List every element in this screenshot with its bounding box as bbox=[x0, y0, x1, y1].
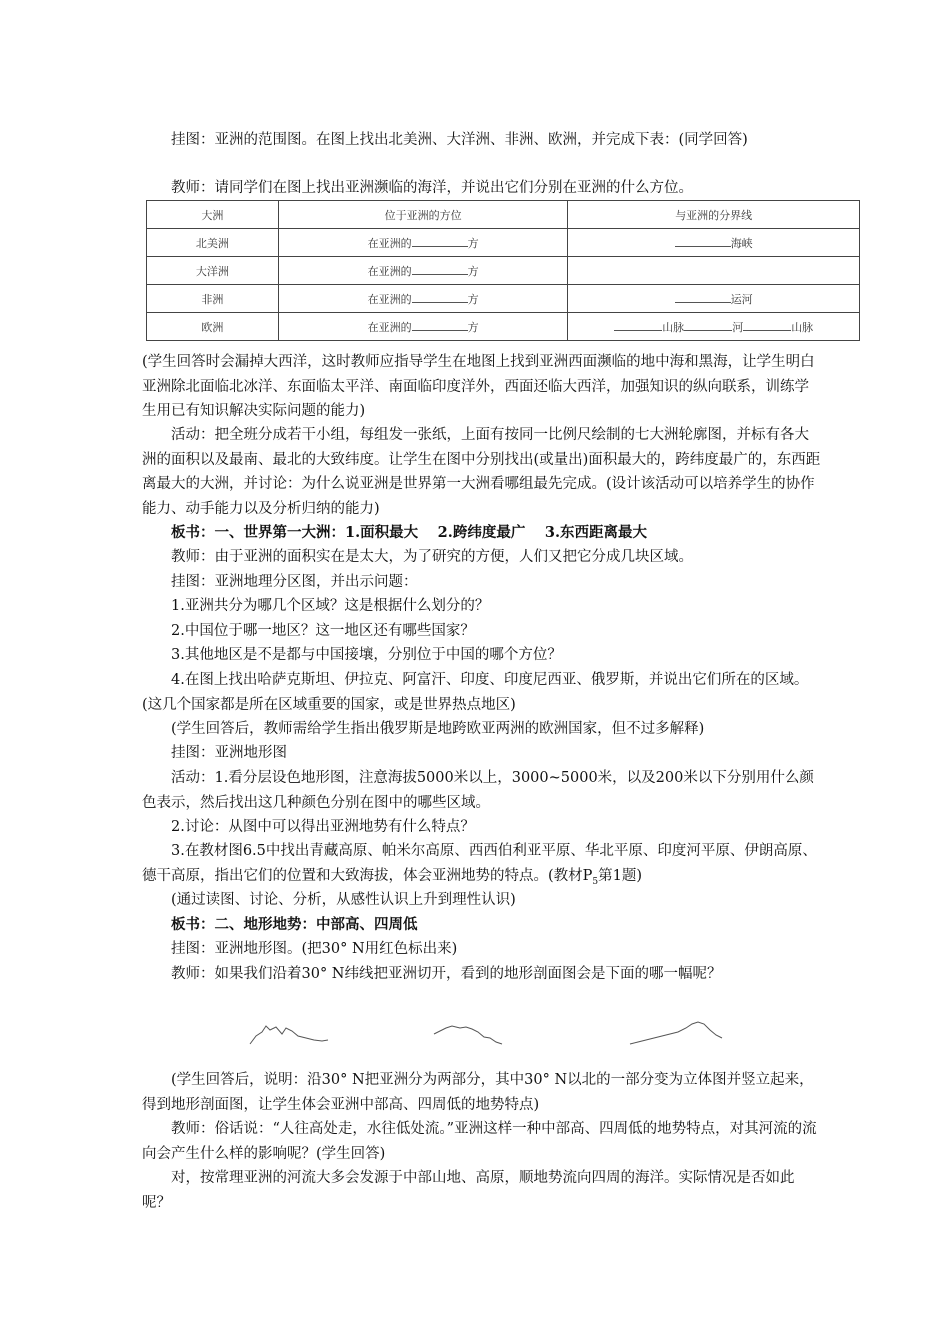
table-header: 大洲 bbox=[147, 201, 279, 229]
paragraph-teacher-oceans: 教师：请同学们在图上找出亚洲濒临的海洋，并说出它们分别在亚洲的什么方位。 bbox=[171, 180, 693, 196]
paragraph-student-answer: (学生回答时会漏掉大西洋，这时教师应指导学生在地图上找到亚洲西面濒临的地中海和黑海，让学生明白亚洲除北面临北冰洋、东面临太平洋、南面临印度洋外，西面还临大西洋，加强知识的纵向联系，训练学生用已有知识解决实际问题的能力) bbox=[142, 354, 815, 419]
table-header: 与亚洲的分界线 bbox=[568, 201, 860, 229]
continent-cell: 大洋洲 bbox=[147, 257, 279, 285]
blank-line bbox=[412, 264, 468, 275]
position-cell: 在亚洲的 方 bbox=[278, 313, 568, 341]
terrain-profile-a bbox=[248, 1018, 330, 1048]
terrain-profile-b bbox=[432, 1018, 504, 1048]
blank-line bbox=[743, 320, 791, 331]
blank-line bbox=[412, 320, 468, 331]
paragraph-russia-note: (学生回答后，教师需给学生指出俄罗斯是地跨欧亚两洲的欧洲国家，但不过多解释) bbox=[171, 721, 705, 737]
paragraph-discussion: 2.讨论：从图中可以得出亚洲地势有什么特点？ bbox=[171, 819, 475, 835]
border-cell: 运河 bbox=[568, 285, 860, 313]
question-1: 1.亚洲共分为哪几个区域？这是根据什么划分的？ bbox=[171, 598, 490, 614]
table-row bbox=[147, 313, 860, 341]
border-cell: 山脉 河 山脉 bbox=[568, 313, 860, 341]
paragraph-rivers: 对，按常理亚洲的河流大多会发源于中部山地、高原，顺地势流向四周的海洋。实际情况是否如此呢？ bbox=[142, 1170, 795, 1211]
position-cell: 在亚洲的 方 bbox=[278, 257, 568, 285]
paragraph-activity-colors: 活动：1.看分层设色地形图，注意海拔5000米以上，3000~5000米，以及200米以下分别用什么颜色表示，然后找出这几种颜色分别在图中的哪些区域。 bbox=[142, 770, 814, 811]
border-cell bbox=[568, 257, 860, 285]
table-row bbox=[147, 229, 860, 257]
blank-line bbox=[412, 292, 468, 303]
table-row bbox=[147, 257, 860, 285]
paragraph-teacher-profile: 教师：如果我们沿着30° N纬线把亚洲切开，看到的地形剖面图会是下面的哪一幅呢？ bbox=[171, 966, 722, 982]
paragraph-board-1: 板书：一、世界第一大洲：1.面积最大 2.跨纬度最广 3.东西距离最大 bbox=[171, 524, 648, 541]
paragraph-activity-groups: 活动：把全班分成若干小组，每组发一张纸，上面有按同一比例尺绘制的七大洲轮廓图，并标有各大洲的面积以及最南、最北的大致纬度。让学生在图中分别找出(或量出)面积最大的，跨纬度最广的，东西距离最大的大洲，并讨论：为什么说亚洲是世界第一大洲看哪组最先完成。(设计该活动可以培养学生的协作能力、动手能力以及分析归纳的能力) bbox=[142, 427, 821, 517]
position-cell: 在亚洲的 方 bbox=[278, 229, 568, 257]
border-cell: 海峡 bbox=[568, 229, 860, 257]
blank-line bbox=[614, 320, 662, 331]
continent-cell: 非洲 bbox=[147, 285, 279, 313]
paragraph-hanging-map: 挂图：亚洲的范围图。在图上找出北美洲、大洋洲、非洲、欧洲，并完成下表：(同学回答) bbox=[171, 132, 748, 148]
paragraph-profile-explain: (学生回答后，说明：沿30° N把亚洲分为两部分，其中30° N以北的一部分变为立体图并竖立起来，得到地形剖面图，让学生体会亚洲中部高、四周低的地势特点) bbox=[142, 1072, 814, 1113]
question-3: 3.其他地区是不是都与中国接壤，分别位于中国的哪个方位？ bbox=[171, 647, 562, 663]
continents-table bbox=[146, 200, 860, 341]
paragraph-teacher-regions: 教师：由于亚洲的面积实在是太大，为了研究的方便，人们又把它分成几块区域。 bbox=[171, 549, 693, 565]
paragraph-board-2: 板书：二、地形地势：中部高、四周低 bbox=[171, 916, 418, 933]
continent-cell: 北美洲 bbox=[147, 229, 279, 257]
table-header: 位于亚洲的方位 bbox=[278, 201, 568, 229]
paragraph-find-plateaus: 3.在教材图6.5中找出青藏高原、帕米尔高原、西西伯利亚平原、华北平原、印度河平原、伊朗高原、德干高原，指出它们的位置和大致海拔，体会亚洲地势的特点。(教材$P_5$第1题) bbox=[142, 843, 817, 887]
paragraph-hanging-30n: 挂图：亚洲地形图。(把30° N用红色标出来) bbox=[171, 941, 458, 957]
position-cell: 在亚洲的 方 bbox=[278, 285, 568, 313]
question-4: 4.在图上找出哈萨克斯坦、伊拉克、阿富汗、印度、印度尼西亚、俄罗斯，并说出它们所在的区域。(这几个国家都是所在区域重要的国家，或是世界热点地区) bbox=[142, 672, 809, 713]
table-row bbox=[147, 285, 860, 313]
paragraph-terrain-map: 挂图：亚洲地形图 bbox=[171, 745, 287, 761]
paragraph-hanging-regions: 挂图：亚洲地理分区图，并出示问题： bbox=[171, 574, 418, 590]
question-2: 2.中国位于哪一地区？这一地区还有哪些国家？ bbox=[171, 623, 475, 639]
table-header-row bbox=[147, 201, 860, 229]
blank-line bbox=[675, 236, 731, 247]
blank-line bbox=[675, 292, 731, 303]
paragraph-reading-maps: (通过读图、讨论、分析，从感性认识上升到理性认识) bbox=[171, 892, 516, 908]
terrain-profile-c bbox=[628, 1018, 724, 1048]
continent-cell: 欧洲 bbox=[147, 313, 279, 341]
blank-line bbox=[684, 320, 732, 331]
blank-line bbox=[412, 236, 468, 247]
paragraph-proverb: 教师：俗话说：“人往高处走，水往低处流。”亚洲这样一种中部高、四周低的地势特点，对其河流的流向会产生什么样的影响呢？(学生回答) bbox=[142, 1121, 817, 1162]
